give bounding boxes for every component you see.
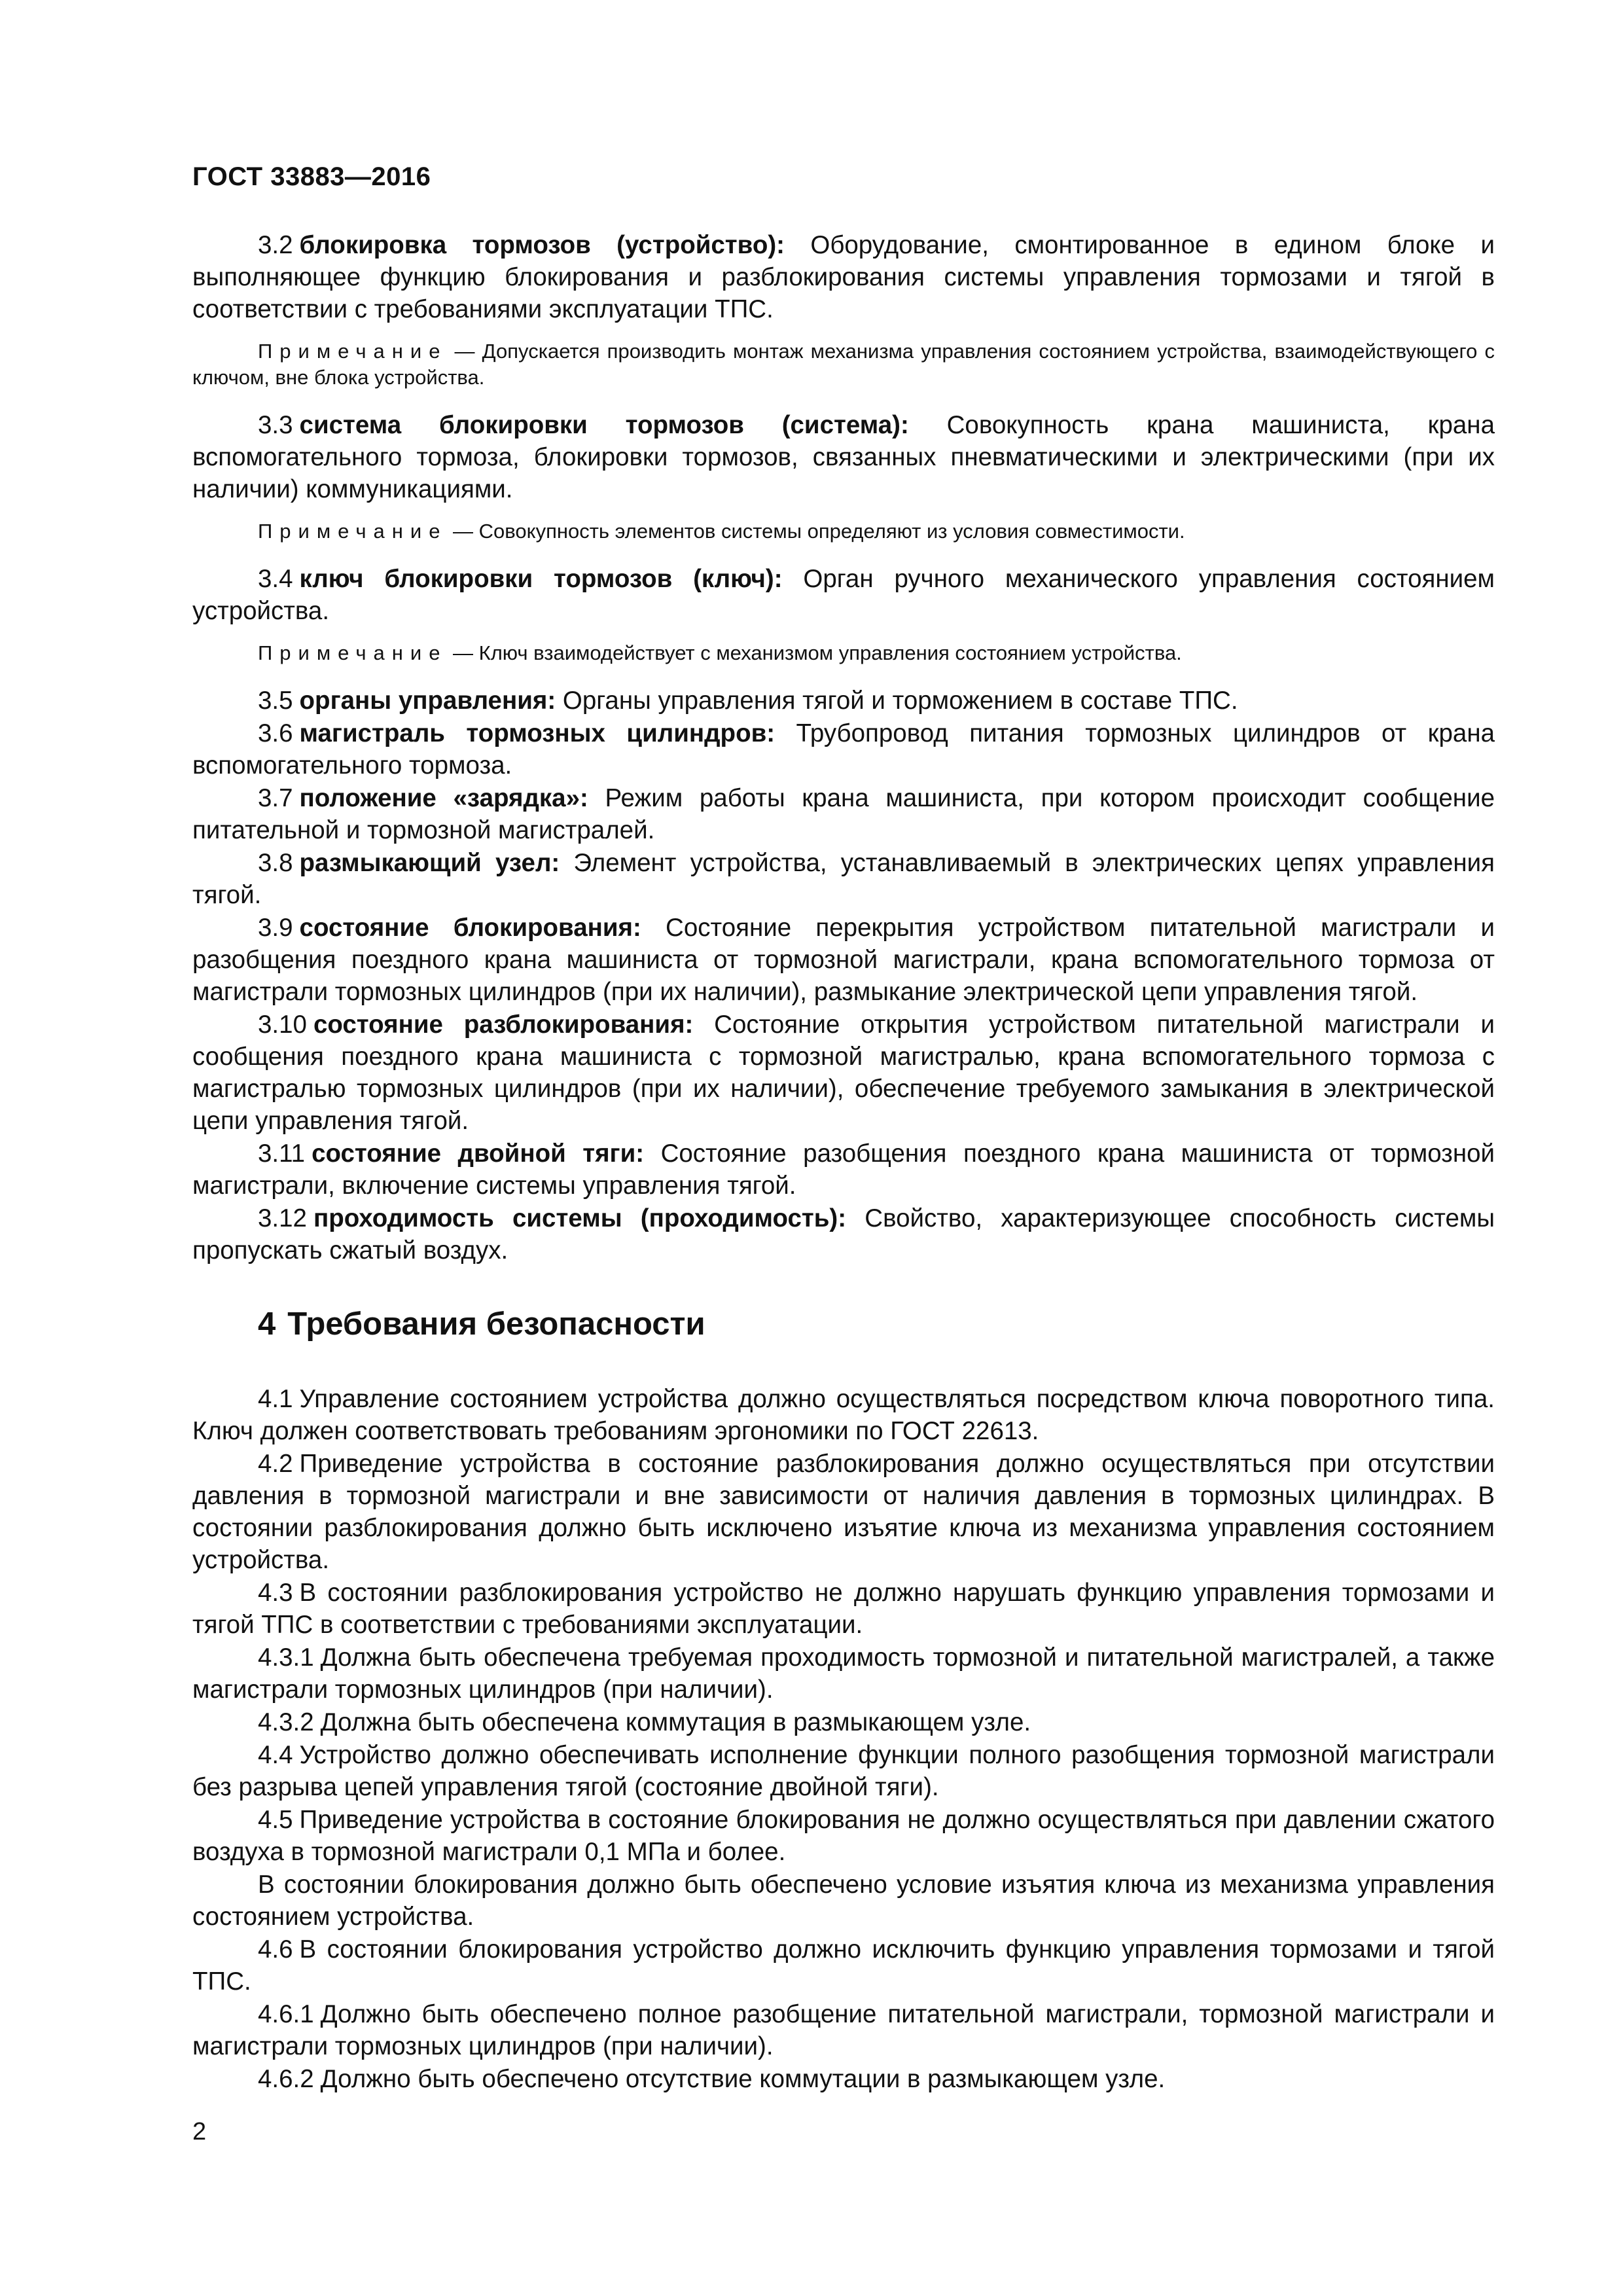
term-definition: Оборудование, смонтированное в едином блоке и выполняющее функцию блокирования и разблокирования системы управления тормозами и тягой в соответствии с требованиями эксплуатации ТПС. (192, 231, 1495, 323)
note-label: Примечание (258, 520, 448, 543)
clause-number: 4.6.1 (258, 2000, 314, 2028)
clause-number: 3.5 (258, 687, 293, 715)
note-label: Примечание (258, 641, 448, 664)
note-text: — Совокупность элементов системы определяют из условия совместимости. (447, 520, 1185, 543)
term-name: проходимость системы (проходимость): (313, 1204, 847, 1232)
clause-number: 4.3 (258, 1579, 293, 1607)
section-number: 4 (258, 1306, 276, 1342)
clause-4-6-1 (192, 1998, 1495, 2062)
clause-number: 4.6 (258, 1935, 293, 1964)
term-definition: Режим работы крана машиниста, при котором происходит сообщение питательной и тормозной магистралей. (192, 784, 1495, 844)
clause-number: 3.6 (258, 719, 293, 747)
clause-number: 4.6.2 (258, 2065, 314, 2093)
term-3-11 (192, 1138, 1495, 1202)
term-name: состояние двойной тяги: (312, 1139, 645, 1168)
clause-number: 3.7 (258, 784, 293, 812)
term-definition: Органы управления тягой и торможением в составе ТПС. (556, 687, 1238, 715)
term-definition: Состояние открытия устройством питательной магистрали и сообщения поездного крана машиниста с тормозной магистралью, крана вспомогательного тормоза с магистралью тормозных цилиндров (при их наличии), обеспечение требуемого замыкания в электрической цепи управления тягой. (192, 1011, 1495, 1135)
clause-4-5-continued (192, 1869, 1495, 1933)
term-definition: Свойство, характеризующее способность системы пропускать сжатый воздух. (192, 1204, 1495, 1265)
clause-number: 3.2 (258, 231, 293, 259)
clause-number: 4.3.1 (258, 1643, 314, 1672)
clause-text: Должно быть обеспечено отсутствие коммутации в размыкающем узле. (320, 2065, 1166, 2093)
clause-4-1 (192, 1383, 1495, 1447)
clause-number: 4.5 (258, 1806, 293, 1834)
term-definition: Орган ручного механического управления состоянием устройства. (192, 565, 1495, 625)
clause-4-3-2 (192, 1706, 1495, 1738)
term-definition: Совокупность крана машиниста, крана вспомогательного тормоза, блокировки тормозов, связанных пневматическими и электрическими (при их наличии) коммуникациями. (192, 411, 1495, 503)
clause-text: В состоянии блокирования должно быть обеспечено условие изъятия ключа из механизма управления состоянием устройства. (192, 1871, 1495, 1931)
note-text: — Ключ взаимодействует с механизмом управления состоянием устройства. (447, 641, 1182, 664)
clause-number: 3.8 (258, 849, 293, 877)
term-name: органы управления: (299, 687, 556, 715)
clause-number: 3.4 (258, 565, 293, 593)
clause-text: В состоянии разблокирования устройство не должно нарушать функцию управления тормозами и тягой ТПС в соответствии с требованиями эксплуатации. (192, 1579, 1495, 1639)
clause-text: Должна быть обеспечена коммутация в размыкающем узле. (320, 1708, 1031, 1736)
clause-4-5 (192, 1804, 1495, 1868)
clause-4-3 (192, 1577, 1495, 1641)
clause-4-3-1 (192, 1641, 1495, 1706)
term-3-10 (192, 1009, 1495, 1137)
note-3-2 (192, 338, 1495, 391)
clause-text: Устройство должно обеспечивать исполнение функции полного разобщения тормозной магистрали без разрыва цепей управления тягой (состояние двойной тяги). (192, 1741, 1495, 1801)
clause-text: Управление состоянием устройства должно осуществляться посредством ключа поворотного типа. Ключ должен соответствовать требованиям эргономики по ГОСТ 22613. (192, 1385, 1495, 1445)
clause-number: 4.3.2 (258, 1708, 314, 1736)
section-title: Требования безопасности (287, 1306, 705, 1342)
document-header: ГОСТ 33883—2016 (192, 162, 431, 191)
clause-text: Приведение устройства в состояние разблокирования должно осуществляться при отсутствии давления в тормозной магистрали и вне зависимости от наличия давления в тормозных цилиндрах. В состоянии разблокирования должно быть исключено изъятие ключа из механизма управления состоянием устройства. (192, 1450, 1495, 1574)
term-name: состояние блокирования: (299, 914, 641, 942)
note-text: — Допускается производить монтаж механизма управления состоянием устройства, взаимодействующего с ключом, вне блока устройства. (192, 340, 1495, 389)
clause-text: В состоянии блокирования устройство должно исключить функцию управления тормозами и тягой ТПС. (192, 1935, 1495, 1996)
term-3-4 (192, 563, 1495, 627)
note-label: Примечание (258, 340, 448, 363)
term-3-6 (192, 717, 1495, 781)
clause-4-2 (192, 1448, 1495, 1576)
clause-text: Должно быть обеспечено полное разобщение питательной магистрали, тормозной магистрали и магистрали тормозных цилиндров (при наличии). (192, 2000, 1495, 2060)
term-name: ключ блокировки тормозов (ключ): (299, 565, 783, 593)
clause-text: Должна быть обеспечена требуемая проходимость тормозной и питательной магистралей, а также магистрали тормозных цилиндров (при наличии). (192, 1643, 1495, 1704)
clause-number: 4.4 (258, 1741, 293, 1769)
clause-number: 4.1 (258, 1385, 293, 1413)
clause-number: 3.9 (258, 914, 293, 942)
clause-number: 4.2 (258, 1450, 293, 1478)
term-name: состояние разблокирования: (313, 1011, 694, 1039)
term-3-7 (192, 782, 1495, 846)
term-3-3 (192, 409, 1495, 505)
clause-4-6 (192, 1933, 1495, 1998)
term-definition: Состояние разобщения поездного крана машиниста от тормозной магистрали, включение системы управления тягой. (192, 1139, 1495, 1200)
note-3-3 (192, 518, 1495, 545)
clause-number: 3.10 (258, 1011, 307, 1039)
page-number: 2 (192, 2118, 207, 2145)
clause-number: 3.12 (258, 1204, 307, 1232)
term-name: положение «зарядка»: (299, 784, 588, 812)
term-name: магистраль тормозных цилиндров: (299, 719, 776, 747)
term-3-5 (192, 685, 1495, 717)
section-4-heading (258, 1306, 1495, 1342)
term-definition: Трубопровод питания тормозных цилиндров от крана вспомогательного тормоза. (192, 719, 1495, 780)
clause-text: Приведение устройства в состояние блокирования не должно осуществляться при давлении сжатого воздуха в тормозной магистрали 0,1 МПа и более. (192, 1806, 1495, 1866)
term-3-8 (192, 847, 1495, 911)
term-name: блокировка тормозов (устройство): (299, 231, 785, 259)
clause-4-6-2 (192, 2063, 1495, 2095)
note-3-4 (192, 640, 1495, 666)
document-body (192, 229, 1495, 2096)
term-definition: Элемент устройства, устанавливаемый в электрических цепях управления тягой. (192, 849, 1495, 909)
term-name: система блокировки тормозов (система): (299, 411, 909, 439)
term-3-9 (192, 912, 1495, 1008)
clause-number: 3.11 (258, 1139, 306, 1168)
clause-4-4 (192, 1739, 1495, 1803)
term-definition: Состояние перекрытия устройством питательной магистрали и разобщения поездного крана машиниста от тормозной магистрали, крана вспомогательного тормоза от магистрали тормозных цилиндров (при их наличии), размыкание электрической цепи управления тягой. (192, 914, 1495, 1006)
term-name: размыкающий узел: (299, 849, 560, 877)
clause-number: 3.3 (258, 411, 293, 439)
term-3-12 (192, 1202, 1495, 1266)
term-3-2 (192, 229, 1495, 325)
